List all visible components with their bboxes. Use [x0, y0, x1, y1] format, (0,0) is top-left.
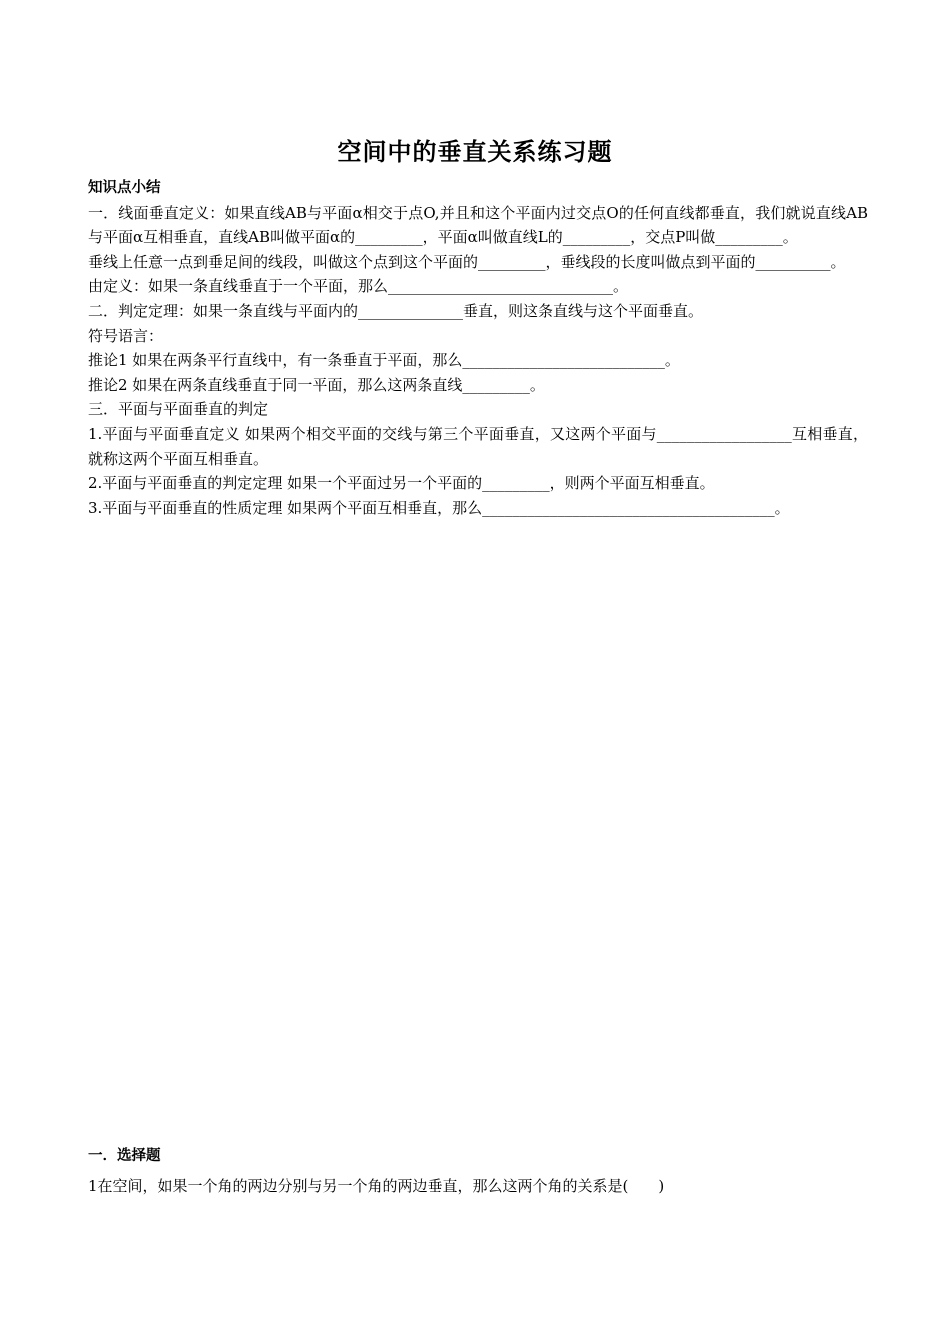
- paragraph-plane-plane-criterion: 2.平面与平面垂直的判定定理 如果一个平面过另一个平面的_________，则两个平面互相垂直。: [88, 474, 715, 493]
- paragraph-plane-plane-property: 3.平面与平面垂直的性质定理 如果两个平面互相垂直，那么_______________________________________。: [88, 498, 790, 517]
- paragraph-plane-plane-heading: 三．平面与平面垂直的判定: [88, 400, 269, 419]
- paragraph-plane-plane-definition: 1.平面与平面垂直定义 如果两个相交平面的交线与第三个平面垂直，又这两个平面与__________________互相垂直，就称这两个平面互相垂直。: [88, 424, 868, 468]
- question-1: 1在空间，如果一个角的两边分别与另一个角的两边垂直，那么这两个角的关系是( ): [88, 1177, 665, 1195]
- knowledge-summary: [88, 176, 868, 520]
- multiple-choice-section: [88, 1141, 868, 1201]
- paragraph-symbolic-language: 符号语言：: [88, 326, 164, 345]
- paragraph-by-definition: 由定义：如果一条直线垂直于一个平面，那么______________________________。: [88, 277, 629, 296]
- paragraph-corollary-1: 推论1 如果在两条平行直线中，有一条垂直于平面，那么___________________________。: [88, 351, 680, 370]
- paragraph-perpendicular-segment: 垂线上任意一点到垂足间的线段，叫做这个点到这个平面的_________，垂线段的长度叫做点到平面的__________。: [88, 252, 846, 271]
- page-title: 空间中的垂直关系练习题: [337, 138, 613, 166]
- paragraph-line-plane-definition: 一．线面垂直定义：如果直线AB与平面α相交于点O,并且和这个平面内过交点O的任何直线都垂直，我们就说直线AB与平面α互相垂直，直线AB叫做平面α的_________，平面α叫做直线L的_________，交点P叫做_________。: [88, 203, 868, 247]
- summary-heading: 知识点小结: [88, 180, 161, 196]
- paragraph-corollary-2: 推论2 如果在两条直线垂直于同一平面，那么这两条直线_________。: [88, 375, 545, 394]
- paragraph-criterion-theorem: 二．判定定理：如果一条直线与平面内的______________垂直，则这条直线与这个平面垂直。: [88, 301, 704, 320]
- section-heading: 一．选择题: [88, 1148, 161, 1164]
